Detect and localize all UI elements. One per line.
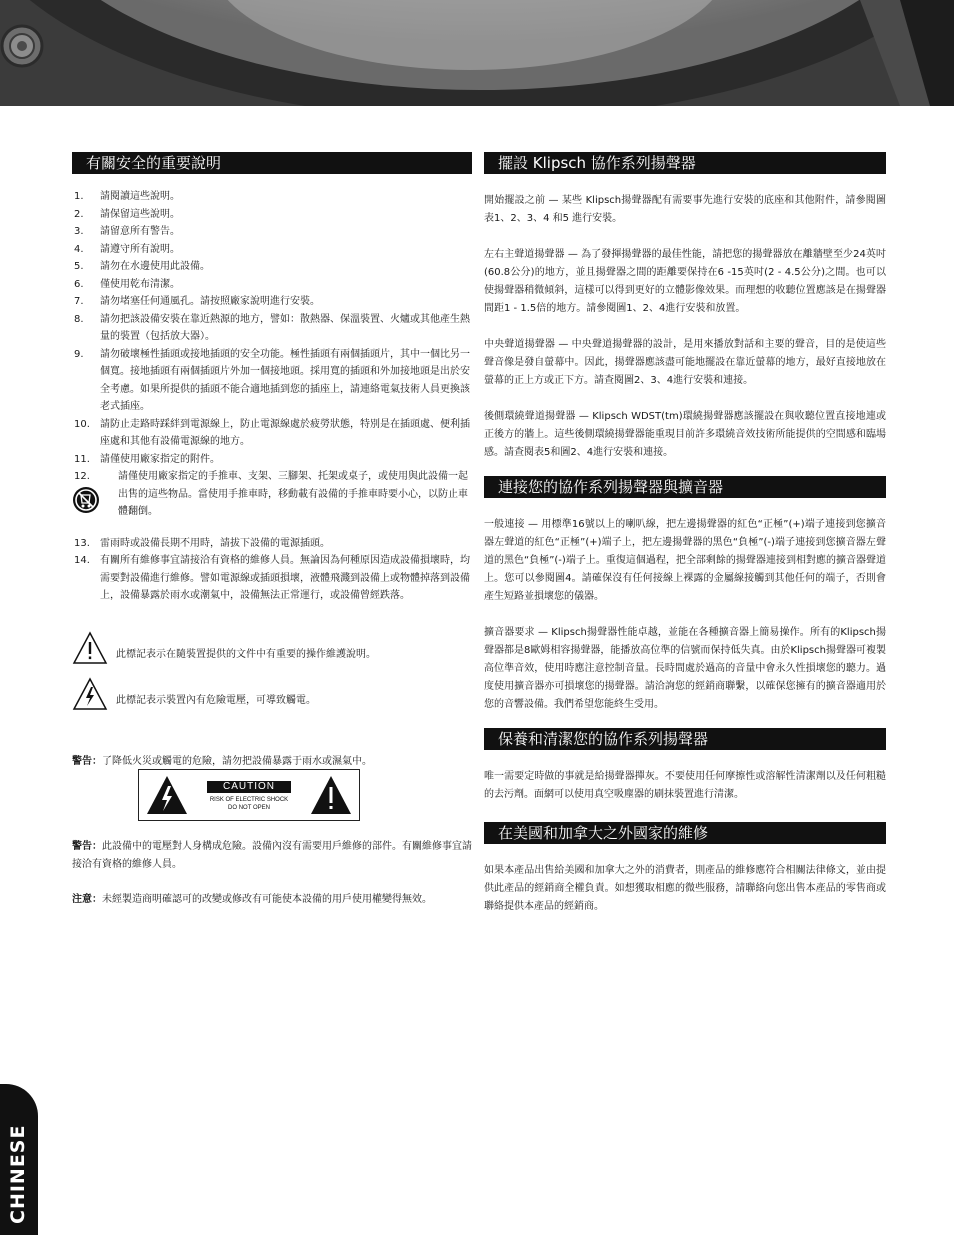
connect-section-title: 連接您的協作系列揚聲器與擴音器	[484, 476, 886, 498]
speaker-illustration	[0, 0, 954, 106]
cart-tipover-icon	[72, 486, 100, 514]
warning-moisture: 警告：了降低火災或觸電的危險，請勿把設備暴露于雨水或濕氣中。	[72, 755, 372, 767]
right-column	[484, 152, 886, 916]
setup-paragraph: 中央聲道揚聲器 — 中央聲道揚聲器的設計，是用來播放對話和主要的聲音，目的是使這些聲音像是發自螢幕中。因此，揚聲器應該盡可能地擺設在靠近螢幕的地方，最好直接地放在螢幕的正上方或正下方。請查閱圖2、3、4進行安裝和連接。	[484, 339, 886, 386]
setup-section-title: 擺設 Klipsch 協作系列揚聲器	[484, 152, 886, 174]
left-column	[72, 152, 472, 770]
list-item: 12. 請僅使用廠家指定的手推車、支架、三腳架、托架或桌子，或使用與此設備一起出售的這些物品。當使用手推車時，移動載有設備的手推車時要小心，以防止車體翻倒。	[74, 471, 468, 517]
safety-section-title: 有關安全的重要說明	[72, 152, 472, 174]
list-item: 9. 請勿破壞極性插頭或接地插頭的安全功能。極性插頭有兩個插頭片，其中一個比另一個寬。接地插頭有兩個插頭片外加一個接地頭。採用寬的插頭和外加接地頭是出於安全考慮。如果所提供的插頭不能合適地插到您的插座上，請連絡電氣技術人員更換該老式插座。	[74, 348, 470, 412]
care-paragraph: 唯一需要定時做的事就是給揚聲器撣灰。不要使用任何摩擦性或溶解性清潔劑以及任何粗糙的去污劑。面網可以使用真空吸塵器的刷抹裝置進行清潔。	[484, 771, 886, 800]
warning-voltage: 警告：此設備中的電壓對人身構成危險。設備內沒有需要用戶維修的部件。有關維修事宜請接洽有資格的維修人員。	[72, 841, 472, 870]
list-item: 6. 僅使用乾布清潔。	[74, 278, 180, 290]
electric-shock-icon	[72, 677, 108, 711]
list-item: 3. 請留意所有警告。	[74, 226, 180, 237]
list-item: 4. 請遵守所有說明。	[74, 243, 180, 255]
language-tab	[0, 1084, 38, 1235]
setup-paragraph: 開始擺設之前 — 某些 Klipsch揚聲器配有需要事先進行安裝的底座和其他附件，請參閱圖表1、2、3、4 和5 進行安裝。	[484, 195, 886, 224]
connect-paragraph: 擴音器要求 — Klipsch揚聲器性能卓越，並能在各種擴音器上簡易操作。所有的Klipsch揚聲器都是8歐姆相容揚聲器，能播放高位準的信號而保持低失真。由於Klipsch揚聲器可複製高位準音效，使用時應注意控制音量。長時間處於過高的音量中會永久性損壞您的聽力。過度使用擴音器亦可損壞您的揚聲器。請洽詢您的經銷商聯繫，以確保您擁有的擴音器適用於您的音響設備。我們希望您能終生受用。	[484, 627, 886, 710]
list-item: 11. 請僅使用廠家指定的附件。	[74, 453, 220, 465]
list-item: 1. 請閱讀這些說明。	[74, 191, 180, 202]
modification-note: 注意：未經製造商明確認可的改變或修改有可能使本設備的用戶使用權變得無效。	[72, 894, 432, 905]
repair-paragraph: 如果本產品出售給美國和加拿大之外的消費者，則產品的維修應符合相關法律條文，並由提供此產品的經銷商全權負責。如想獲取相應的微些服務，請聯絡向您出售本產品的零售商或聯絡提供本產品的經銷商。	[484, 865, 886, 912]
list-item: 2. 請保留這些說明。	[74, 208, 180, 220]
language-tab-label: CHINESE	[7, 1124, 29, 1224]
caution-subtitle: RISK OF ELECTRIC SHOCK DO NOT OPEN	[209, 797, 289, 811]
list-item: 5. 請勿在水邊使用此設備。	[74, 261, 210, 272]
list-item: 10. 請防止走路時踩絆到電源線上，防止電源線處於疲勞狀態，特別是在插頭處、便利插座處和其他有設備電源線的地方。	[74, 418, 470, 447]
care-section-title: 保養和清潔您的協作系列揚聲器	[484, 728, 886, 750]
electric-shock-icon	[145, 774, 189, 816]
caution-label	[138, 769, 360, 821]
list-item: 8. 請勿把該設備安裝在靠近熱源的地方，譬如：散熱器、保溫裝置、火爐或其他產生熱量的裝置（包括放大器）。	[74, 313, 470, 342]
list-item: 14. 有關所有維修事宜請接洽有資格的維修人員。無論因為何種原因造成設備損壞時，均需要對設備進行維修。譬如電源線或插頭損壞，液體飛濺到設備上或物體掉落到設備上，設備暴露於雨水或潮氣中，設備無法正常運行，或設備曾經跌落。	[74, 555, 470, 601]
caution-title: CAUTION	[207, 781, 291, 793]
safety-instructions-list	[72, 188, 472, 521]
warning-triangle-icon	[309, 774, 353, 816]
safety-instructions-list-continued	[72, 535, 472, 605]
connect-paragraph: 一般連接 — 用標準16號以上的喇叭線，把左邊揚聲器的紅色“正極”(+)端子連接到您擴音器左聲道的紅色“正極”(+)端子上，把左邊揚聲器的黑色“負極”(-)端子連接到您擴音器左聲道的黑色“負極”(-)端子上。重復這個過程，把全部剩餘的揚聲器連接到相對應的擴音器聲道上。您可以參閱圖4。請確保沒有任何接線上裸露的金屬線接觸到其他任何的端子，否則會產生短路並損壞您的儀器。	[484, 519, 886, 602]
lightning-symbol-note: 此標記表示裝置內有危險電壓，可導致觸電。	[72, 677, 472, 717]
warning-triangle-icon	[72, 631, 108, 665]
left-notes	[72, 838, 472, 909]
exclamation-symbol-note: 此標記表示在隨裝置提供的文件中有重要的操作維護說明。	[72, 631, 472, 671]
setup-paragraph: 左右主聲道揚聲器 — 為了發揮揚聲器的最佳性能，請把您的揚聲器放在離牆壁至少24英吋(60.8公分)的地方，並且揚聲器之間的距離要保持在6 -15英吋(2 - 4.5公分)之間。也可以使揚聲器稍微傾斜，這樣可以得到更好的立體影像效果。而理想的收聽位置應該是在揚聲器間距1 - 1.5倍的地方。請參閱圖1、2、4進行安裝和放置。	[484, 249, 886, 314]
repair-section-title: 在美國和加拿大之外國家的維修	[484, 822, 886, 844]
list-item: 7. 請勿堵塞任何通風孔。請按照廠家說明進行安裝。	[74, 296, 320, 307]
header-speaker-photo	[0, 0, 954, 106]
list-item: 13. 雷雨時或設備長期不用時，請拔下設備的電源插頭。	[74, 537, 330, 549]
setup-paragraph: 後側環繞聲道揚聲器 — Klipsch WDST(tm)環繞揚聲器應該擺設在與收聽位置直接地連或正後方的牆上。這些後側環繞揚聲器能重現目前許多環繞音效技術所能提供的空間感和臨場感。請查閱表5和圖2、4進行安裝和連接。	[484, 411, 886, 458]
